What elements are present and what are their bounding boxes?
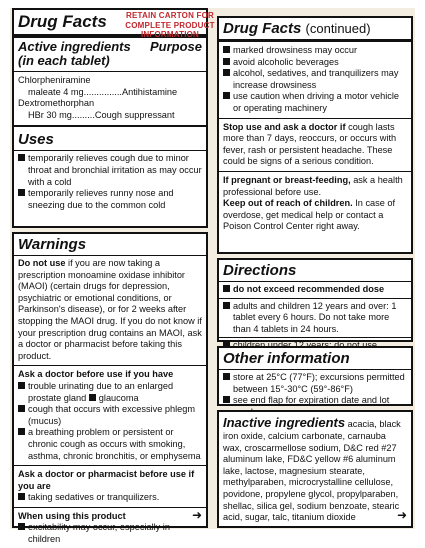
right-arrow-icon: ➜ (191, 508, 202, 522)
ask-doctor-item: cough that occurs with excessive phlegm (mucus) (18, 404, 202, 427)
label-panel (10, 8, 415, 545)
warnings-rule (14, 255, 206, 256)
directions-rule (219, 281, 411, 282)
continued-item: avoid alcoholic beverages (223, 57, 407, 69)
other-information-heading: Other information (223, 350, 350, 367)
bullet-icon (18, 189, 25, 196)
drug-facts-title: Drug Facts (18, 12, 107, 31)
active-ingredient-2 (18, 98, 202, 121)
keep-out-of-reach: Keep out of reach of children. In case of overdose, get medical help or contact a Poison Control Center right away. (223, 198, 396, 232)
bullet-icon (223, 69, 230, 76)
bullet-icon (18, 493, 25, 500)
bullet-icon (18, 382, 25, 389)
ask-pharm-rule (14, 465, 206, 466)
drug-facts-box (12, 8, 208, 228)
continued-item: marked drowsiness may occur (223, 45, 407, 57)
bullet-icon (89, 394, 96, 401)
ask-pharmacist: Ask a doctor or pharmacist before use if you are (18, 469, 195, 491)
when-using-heading: When using this product (18, 510, 126, 521)
continued-rule (219, 39, 411, 42)
uses-subrule (14, 150, 206, 151)
directions-subrule (219, 298, 411, 299)
active-rule (14, 71, 206, 72)
active-ingredient-1 (18, 75, 202, 98)
retain-carton-notice: RETAIN CARTON FOR COMPLETE PRODUCT INFORMATION (125, 11, 215, 39)
uses-heading: Uses (18, 131, 54, 149)
continued-title: Drug Facts (continued) (223, 20, 371, 37)
directions-item: adults and children 12 years and over: 1 tablet every 6 hours. Do not take more than 4 tablets in 24 hours. (223, 301, 407, 336)
bullet-icon (223, 396, 230, 403)
ask-doctor-rule (14, 365, 206, 366)
when-using-item: excitability may occur, especially in children (18, 522, 202, 545)
other-information-box (217, 346, 413, 406)
ingredient-line: HBr 30 mg.........Cough suppressant (28, 109, 175, 120)
bullet-icon (223, 58, 230, 65)
bullet-icon (223, 285, 230, 292)
stop-use-rule (219, 118, 411, 119)
right-arrow-icon: ➜ (396, 508, 407, 522)
warnings-box (12, 232, 208, 545)
bullet-icon (223, 92, 230, 99)
maoi-warning: Do not use if you are now taking a prescription monoamine oxidase inhibitor (MAOI) (certain drugs for depression, psychiatric or emotional conditions, or Parkinson's disease), or for 2 weeks after stopping the MAOI drug. If you do not know if your prescription drug contains an MAOI, ask a doctor or pharmacist before taking this product. (18, 258, 202, 361)
bullet-icon (18, 154, 25, 161)
drug-facts-continued-box (217, 16, 413, 254)
ask-doctor-item: trouble urinating due to an enlarged prostate gland glaucoma (18, 381, 202, 404)
when-using-rule (14, 507, 206, 508)
inactive-ingredients-box (217, 410, 413, 528)
ask-doctor-item: a breathing problem or persistent or chronic cough as occurs with smoking, asthma, chronic bronchitis, or emphysema (18, 427, 202, 462)
bullet-icon (18, 428, 25, 435)
ask-doctor-heading: Ask a doctor before use if you have (18, 369, 174, 380)
continued-item: alcohol, sedatives, and tranquilizers may increase drowsiness (223, 68, 407, 91)
pregnant-rule (219, 171, 411, 172)
pregnant-warning: If pregnant or breast-feeding, ask a health professional before use. (223, 174, 403, 197)
uses-item: temporarily relieves runny nose and sneezing due to the common cold (18, 188, 202, 211)
uses-item: temporarily relieves cough due to minor throat and bronchial irritation as may occur with a cold (18, 153, 202, 188)
ingredient-name: Dextromethorphan (18, 98, 95, 109)
bullet-icon (223, 46, 230, 53)
bullet-icon (223, 302, 230, 309)
directions-box (217, 258, 413, 342)
directions-heading: Directions (223, 262, 297, 279)
directions-subrule (219, 337, 411, 338)
bullet-icon (223, 373, 230, 380)
bullet-icon (18, 523, 25, 530)
bullet-icon (18, 405, 25, 412)
ingredient-name: Chlorpheniramine (18, 75, 91, 85)
ingredient-line: maleate 4 mg...............Antihistamine (28, 86, 178, 97)
other-info-rule (219, 369, 411, 370)
active-ingredients-heading: Active ingredients (in each tablet) (18, 39, 131, 68)
other-info-item: see end flap for expiration date and lot (223, 395, 407, 418)
other-info-item: store at 25°C (77°F); excursions permitted between 15°-30°C (59°-86°F) (223, 372, 407, 395)
warnings-heading: Warnings (18, 236, 87, 253)
continued-item: use caution when driving a motor vehicle or operating machinery (223, 91, 407, 114)
stop-use: Stop use and ask a doctor if cough lasts more than 7 days, reoccurs, or occurs with fever, rash or persistent headache. These could be signs of a serious condition. (223, 121, 397, 167)
active-header-row (18, 40, 202, 68)
purpose-heading: Purpose (149, 39, 202, 54)
inactive-ingredients: Inactive ingredients acacia, black iron oxide, calcium carbonate, carnauba wax, croscarmellose sodium, D&C red #27 aluminum lake, FD&C yellow #6 aluminum lake, lactose, magnesium stearate, methylparaben, microcrystalline cellulose, povidone, propylene glycol, propylparaben, shellac, silica gel, sodium benzoate, stearic acid, sugar, talc, titanium dioxide (223, 415, 401, 523)
directions-item: do not exceed recommended dose (223, 284, 407, 296)
inactive-ingredients-heading: Inactive ingredients (223, 415, 346, 430)
uses-rule (14, 125, 206, 127)
ask-pharmacist-item: taking sedatives or tranquilizers. (18, 492, 202, 504)
